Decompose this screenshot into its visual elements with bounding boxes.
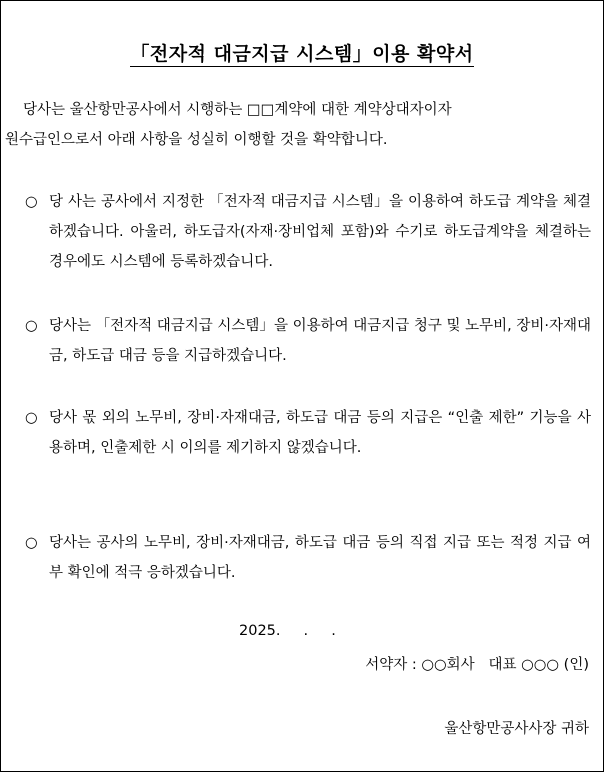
- pledge-item-4-text: 당사는 공사의 노무비, 장비·자재대금, 하도급 대금 등의 직접 지급 또는 적정 지급 여부 확인에 적극 응하겠습니다.: [49, 535, 591, 581]
- pledge-item-4: [25, 528, 591, 588]
- bullet-circle-icon: ○: [25, 318, 38, 334]
- pledge-item-2: [25, 311, 591, 371]
- pledge-item-3: [25, 403, 591, 463]
- intro-paragraph: [5, 95, 593, 155]
- pledge-item-3-text: 당사 몫 외의 노무비, 장비·자재대금, 하도급 대금 등의 지급은 “인출 제한” 기능을 사용하며, 인출제한 시 이의를 제기하지 않겠습니다.: [49, 410, 591, 456]
- document-title-text: 「전자적 대금지급 시스템」이용 확약서: [130, 43, 474, 65]
- bullet-circle-icon: ○: [25, 535, 38, 551]
- bullet-circle-icon: ○: [25, 410, 38, 426]
- intro-line-1: 당사는 울산항만공사에서 시행하는 □□계약에 대한 계약상대자이자: [23, 102, 452, 118]
- signature-date: 2025. . .: [239, 623, 336, 639]
- document-title: [1, 39, 603, 66]
- bullet-circle-icon: ○: [25, 194, 38, 210]
- signer-line: 서약자 : ○○회사 대표 ○○○ (인): [365, 657, 589, 673]
- pledge-item-1: [25, 187, 591, 277]
- addressee-line: 울산항만공사사장 귀하: [444, 721, 589, 737]
- intro-line-2: 원수급인으로서 아래 사항을 성실히 이행할 것을 확약합니다.: [5, 132, 388, 148]
- pledge-item-2-text: 당사는 「전자적 대금지급 시스템」을 이용하여 대금지급 청구 및 노무비, 장비·자재대금, 하도급 대금 등을 지급하겠습니다.: [49, 318, 591, 364]
- pledge-item-1-text: 당 사는 공사에서 지정한 「전자적 대금지급 시스템」을 이용하여 하도급 계약을 체결하겠습니다. 아울러, 하도급자(자재·장비업체 포함)와 수기로 하도급계약을 체결하는 경우에도 시스템에 등록하겠습니다.: [49, 194, 591, 270]
